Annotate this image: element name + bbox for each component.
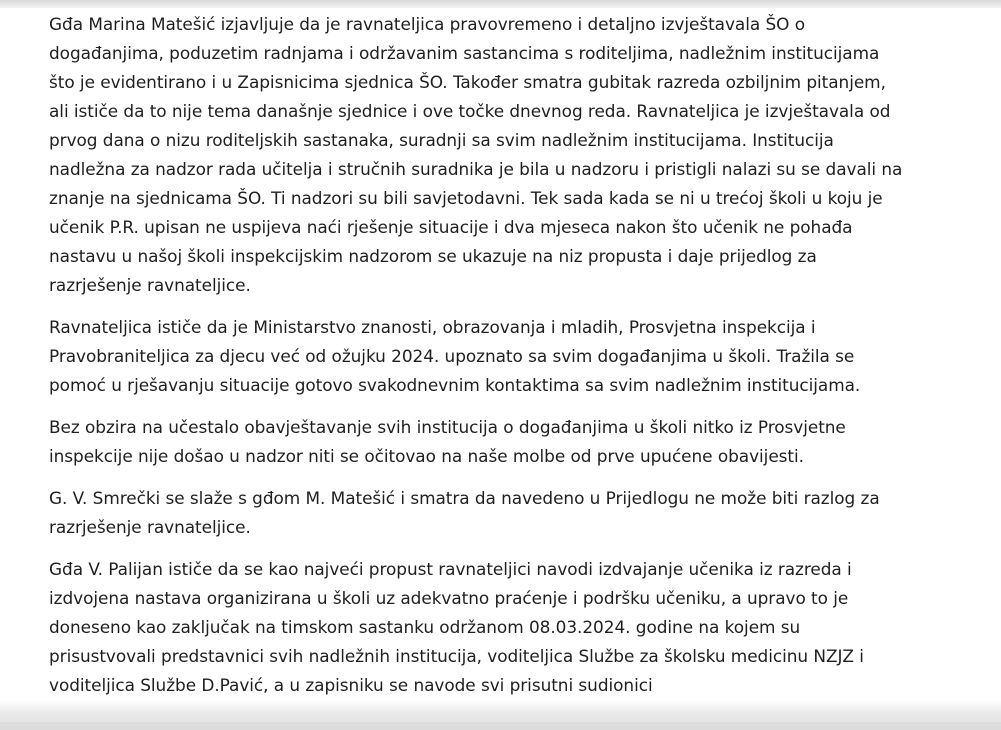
text-line: voditeljica Službe D.Pavić, a u zapisniku se navode svi prisutni sudionici: [49, 675, 653, 695]
text-line: G. V. Smrečki se slaže s gđom M. Matešić i smatra da navedeno u Prijedlogu ne može biti razlog za: [49, 488, 880, 508]
text-line: događanjima, poduzetim radnjama i održavanim sastancima s roditeljima, nadležnim institucijama: [49, 43, 880, 63]
paragraph-2: [49, 313, 979, 400]
text-line: razrješenje ravnateljice.: [49, 275, 251, 295]
text-line: doneseno kao zaključak na timskom sastanku održanom 08.03.2024. godine na kojem su: [49, 617, 801, 637]
bottom-bar: [0, 722, 1001, 730]
text-line: nadležna za nadzor rada učitelja i stručnih suradnika je bila u nadzoru i pristigli nalazi su se davali na: [49, 159, 903, 179]
text-line: Pravobraniteljica za djecu već od ožujku 2024. upoznato sa svim događanjima u školi. Tražila se: [49, 346, 855, 366]
text-line: učenik P.R. upisan ne uspijeva naći rješenje situacije i dva mjeseca nakon što učenik ne pohađa: [49, 217, 853, 237]
text-line: prvog dana o nizu roditeljskih sastanaka, suradnji sa svim nadležnim institucijama. Institucija: [49, 130, 834, 150]
text-line: što je evidentirano i u Zapisnicima sjednica ŠO. Također smatra gubitak razreda ozbiljnim pitanjem,: [49, 72, 886, 92]
paragraph-5: [49, 555, 979, 700]
text-line: pomoć u rješavanju situacije gotovo svakodnevnim kontaktima sa svim nadležnim institucijama.: [49, 375, 861, 395]
paragraph-3: [49, 413, 979, 471]
text-line: znanje na sjednicama ŠO. Ti nadzori su bili savjetodavni. Tek sada kada se ni u trećoj školi u koju je: [49, 188, 883, 208]
text-line: inspekcije nije došao u nadzor niti se očitovao na naše molbe od prve upućene obavijesti.: [49, 446, 804, 466]
top-window-edge: [0, 0, 1001, 8]
text-line: izdvojena nastava organizirana u školi uz adekvatno praćenje i podršku učeniku, a upravo to je: [49, 588, 849, 608]
text-line: Bez obzira na učestalo obavještavanje svih institucija o događanjima u školi nitko iz Prosvjetne: [49, 417, 846, 437]
text-line: nastavu u našoj školi inspekcijskim nadzorom se ukazuje na niz propusta i daje prijedlog za: [49, 246, 817, 266]
text-line: prisustvovali predstavnici svih nadležnih institucija, voditeljica Službe za školsku medicinu NZJZ i: [49, 646, 864, 666]
text-line: Gđa V. Palijan ističe da se kao najveći propust ravnateljici navodi izdvajanje učenika iz razreda i: [49, 559, 852, 579]
text-line: razrješenje ravnateljice.: [49, 517, 251, 537]
document-body: [49, 10, 979, 700]
paragraph-4: [49, 484, 979, 542]
text-line: Gđa Marina Matešić izjavljuje da je ravnateljica pravovremeno i detaljno izvještavala ŠO o: [49, 14, 805, 34]
paragraph-1: [49, 10, 979, 300]
text-line: ali ističe da to nije tema današnje sjednice i ove točke dnevnog reda. Ravnateljica je izvještavala od: [49, 101, 891, 121]
text-line: Ravnateljica ističe da je Ministarstvo znanosti, obrazovanja i mladih, Prosvjetna inspekcija i: [49, 317, 816, 337]
